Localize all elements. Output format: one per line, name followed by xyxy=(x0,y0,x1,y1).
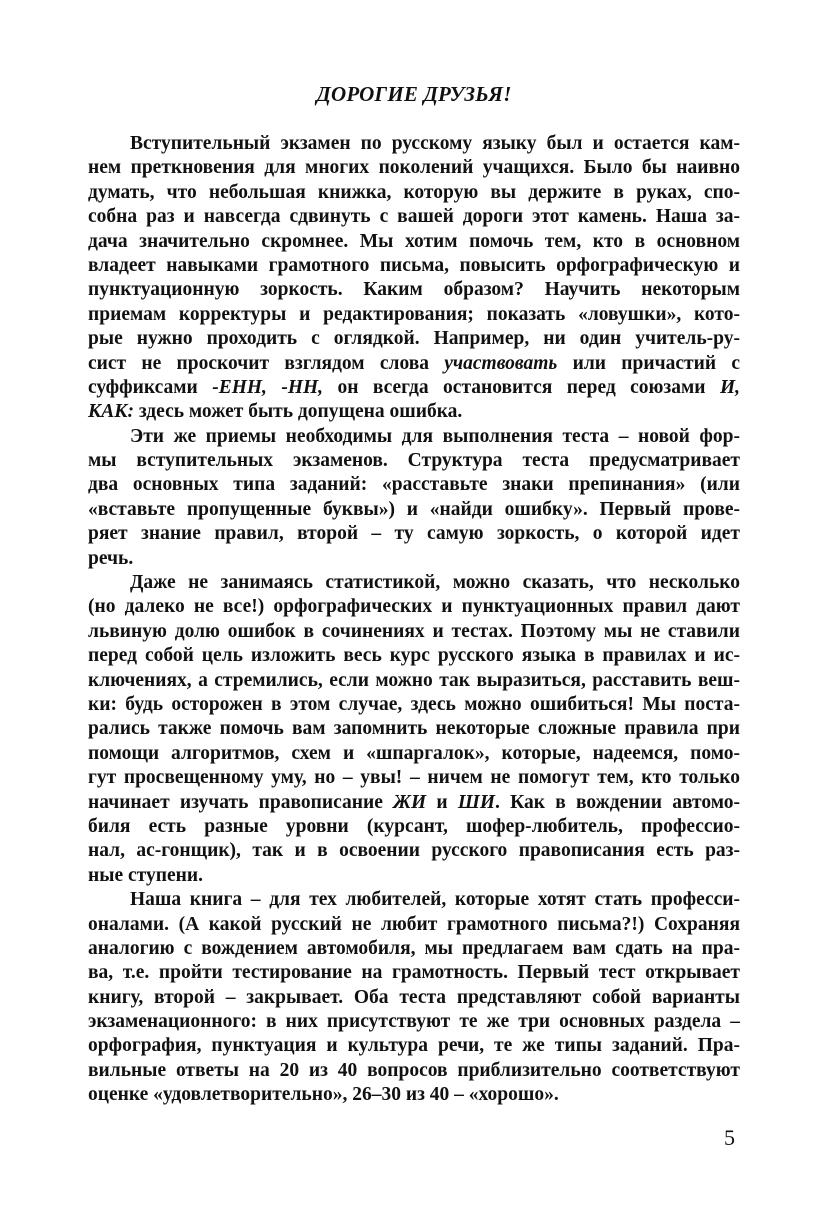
text-line xyxy=(88,864,740,888)
text-line xyxy=(88,693,740,717)
italic-term: И, xyxy=(719,376,740,398)
text-segment: . Как в вождении автомо- xyxy=(495,791,740,813)
text-line xyxy=(88,815,740,839)
page-title: ДОРОГИЕ ДРУЗЬЯ! xyxy=(316,82,512,106)
text-segment: перед собой цель изложить весь курс русского языка в правилах и ис- xyxy=(88,645,740,667)
text-segment: гут просвещенному уму, но – увы! – ничем не помогут тем, кто только xyxy=(88,767,740,789)
text-line xyxy=(88,547,740,571)
text-line xyxy=(88,913,740,937)
text-line xyxy=(88,376,740,400)
text-segment: львиную долю ошибок в сочинениях и тестах. Поэтому мы не ставили xyxy=(88,620,740,642)
text-line xyxy=(88,766,740,790)
text-line xyxy=(88,132,740,156)
text-line xyxy=(88,961,740,985)
text-segment: сист не проскочит взглядом слова xyxy=(88,352,445,374)
text-line xyxy=(88,571,740,595)
text-segment: он всегда остановится перед союзами xyxy=(323,376,720,398)
text-line xyxy=(88,352,740,376)
text-line xyxy=(88,1059,740,1083)
text-segment: мы вступительных экзаменов. Структура теста предусматривает xyxy=(88,450,740,472)
text-line xyxy=(88,620,740,644)
text-segment: Эти же приемы необходимы для выполнения теста – новой фор- xyxy=(130,425,740,447)
text-segment: здесь может быть допущена ошибка. xyxy=(133,401,463,423)
text-segment: Наша книга – для тех любителей, которые хотят стать професси- xyxy=(130,889,740,911)
text-segment: Вступительный экзамен по русскому языку был и остается кам- xyxy=(130,133,740,154)
italic-term: участвовать xyxy=(444,352,558,374)
text-line xyxy=(88,327,740,351)
text-segment: ки: будь осторожен в этом случае, здесь можно ошибиться! Мы поста- xyxy=(88,693,740,715)
text-segment: рались также помочь вам запомнить некоторые сложные правила при xyxy=(88,718,740,740)
italic-term: ЖИ xyxy=(393,791,427,813)
paragraph xyxy=(88,888,740,1108)
text-segment: ва, т.е. пройти тестирование на грамотность. Первый тест открывает xyxy=(88,962,740,984)
italic-term: ШИ xyxy=(457,791,496,813)
text-line xyxy=(88,669,740,693)
text-line xyxy=(88,254,740,278)
text-line xyxy=(88,498,740,522)
italic-term: -ЕНН, -НН, xyxy=(212,376,324,398)
text-line xyxy=(88,1083,740,1107)
text-segment: пунктуационную зоркость. Каким образом? Научить некоторым xyxy=(88,279,740,301)
text-segment: начинает изучать правописание xyxy=(88,791,394,813)
text-line xyxy=(88,156,740,180)
text-line xyxy=(88,1010,740,1034)
text-segment: речь. xyxy=(88,547,134,569)
text-segment: или причастий с xyxy=(557,352,740,374)
text-line xyxy=(88,400,740,424)
text-line xyxy=(88,425,740,449)
text-line xyxy=(88,205,740,229)
text-segment: приемам корректуры и редактирования; показать «ловушки», кото- xyxy=(88,303,740,325)
text-line xyxy=(88,644,740,668)
page xyxy=(88,80,740,1108)
paragraph xyxy=(88,425,740,571)
text-segment: аналогию с вождением автомобиля, мы предлагаем вам сдать на пра- xyxy=(88,937,740,959)
text-segment: вильные ответы на 20 из 40 вопросов приблизительно соответствуют xyxy=(88,1059,740,1081)
paragraph xyxy=(88,132,740,425)
page-number: 5 xyxy=(724,1125,735,1150)
text-line xyxy=(88,473,740,497)
text-line xyxy=(88,1034,740,1058)
text-line xyxy=(88,595,740,619)
text-segment: оценке «удовлетворительно», 26–30 из 40 – «хорошо». xyxy=(88,1084,559,1106)
text-line xyxy=(88,522,740,546)
text-line xyxy=(88,888,740,912)
text-segment: дача значительно скромнее. Мы хотим помочь тем, кто в основном xyxy=(88,230,740,252)
text-line xyxy=(88,937,740,961)
text-segment: «вставьте пропущенные буквы») и «найди ошибку». Первый прове- xyxy=(88,498,740,520)
italic-term: КАК: xyxy=(88,401,134,423)
text-line xyxy=(88,230,740,254)
text-segment: оналами. (А какой русский не любит грамотного письма?!) Сохраняя xyxy=(88,913,740,935)
text-line xyxy=(88,717,740,741)
text-line xyxy=(88,742,740,766)
body-text xyxy=(88,132,740,1108)
text-segment: суффиксами xyxy=(88,376,213,398)
text-segment: экзаменационного: в них присутствуют те же три основных раздела – xyxy=(88,1011,740,1033)
paragraph xyxy=(88,571,740,888)
text-line xyxy=(88,791,740,815)
text-segment: рые нужно проходить с оглядкой. Например, ни один учитель-ру- xyxy=(88,328,740,350)
text-line xyxy=(88,449,740,473)
text-line xyxy=(88,278,740,302)
text-segment: нем преткновения для многих поколений учащихся. Было бы наивно xyxy=(88,157,740,179)
text-segment: ные ступени. xyxy=(88,864,203,886)
text-line xyxy=(88,181,740,205)
text-segment: Даже не занимаясь статистикой, можно сказать, что несколько xyxy=(130,572,740,594)
text-segment: и xyxy=(426,791,458,813)
text-segment: ключениях, а стремились, если можно так выразиться, расставить веш- xyxy=(88,669,740,691)
text-segment: два основных типа заданий: «расставьте знаки препинания» (или xyxy=(88,474,740,496)
text-segment: нал, ас-гонщик), так и в освоении русского правописания есть раз- xyxy=(88,840,740,862)
text-segment: помощи алгоритмов, схем и «шпаргалок», которые, надеемся, помо- xyxy=(88,742,740,764)
text-segment: думать, что небольшая книжка, которую вы держите в руках, спо- xyxy=(88,181,740,203)
text-segment: орфография, пунктуация и культура речи, те же типы заданий. Пра- xyxy=(88,1035,740,1057)
text-segment: владеет навыками грамотного письма, повысить орфографическую и xyxy=(88,254,740,276)
text-segment: (но далеко не все!) орфографических и пунктуационных правил дают xyxy=(88,596,740,618)
text-line xyxy=(88,986,740,1010)
text-segment: биля есть разные уровни (курсант, шофер-любитель, профессио- xyxy=(88,815,740,837)
text-segment: книгу, второй – закрывает. Оба теста представляют собой варианты xyxy=(88,986,740,1008)
text-line xyxy=(88,839,740,863)
text-segment: собна раз и навсегда сдвинуть с вашей дороги этот камень. Наша за- xyxy=(88,206,740,228)
text-line xyxy=(88,303,740,327)
text-segment: ряет знание правил, второй – ту самую зоркость, о которой идет xyxy=(88,523,740,545)
